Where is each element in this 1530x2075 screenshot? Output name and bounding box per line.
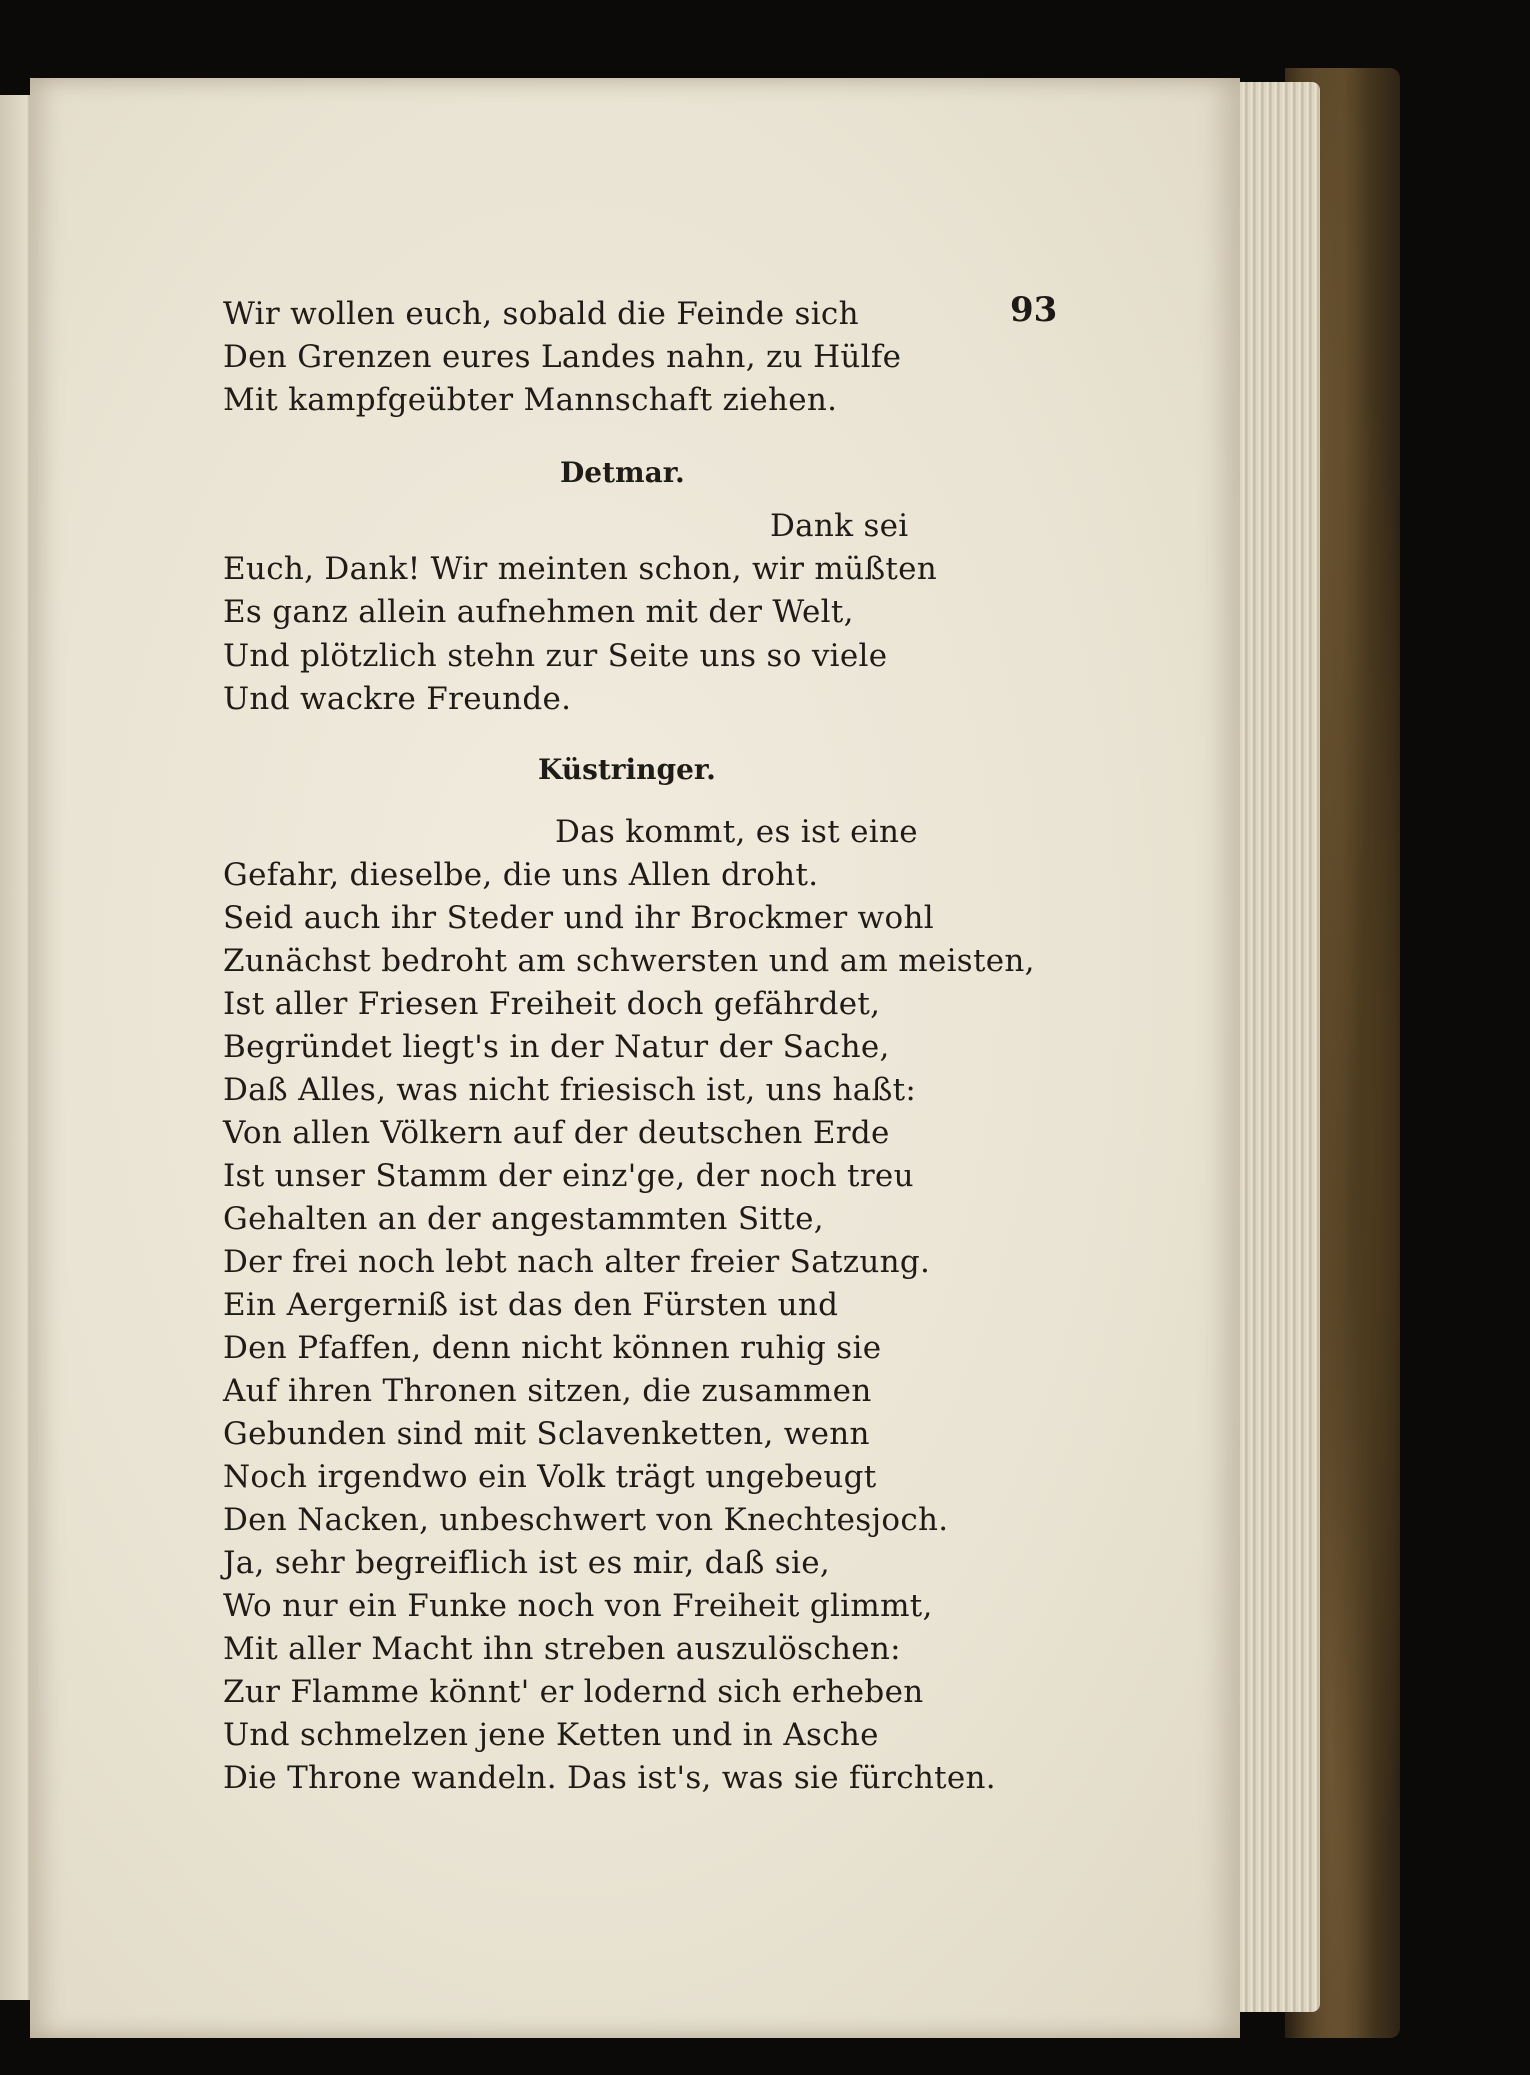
verse-line: Den Grenzen eures Landes nahn, zu Hülfe bbox=[223, 339, 902, 375]
page-number: 93 bbox=[1010, 290, 1058, 330]
speaker-kuestringer: Küstringer. bbox=[538, 753, 716, 786]
verse-line: Begründet liegt's in der Natur der Sache, bbox=[223, 1029, 890, 1065]
verse-line: Es ganz allein aufnehmen mit der Welt, bbox=[223, 594, 854, 630]
verse-line: Wo nur ein Funke noch von Freiheit glimmt, bbox=[223, 1588, 933, 1624]
book-page bbox=[30, 78, 1240, 2038]
verse-line: Wir wollen euch, sobald die Feinde sich bbox=[223, 296, 859, 332]
verse-line: Auf ihren Thronen sitzen, die zusammen bbox=[223, 1373, 872, 1409]
verse-line: Den Nacken, unbeschwert von Knechtesjoch. bbox=[223, 1502, 949, 1538]
verse-line: Das kommt, es ist eine bbox=[555, 814, 918, 850]
verse-line: Daß Alles, was nicht friesisch ist, uns haßt: bbox=[223, 1072, 917, 1108]
verse-line: Euch, Dank! Wir meinten schon, wir müßten bbox=[223, 551, 938, 587]
verse-line: Der frei noch lebt nach alter freier Satzung. bbox=[223, 1244, 931, 1280]
verse-line: Noch irgendwo ein Volk trägt ungebeugt bbox=[223, 1459, 877, 1495]
verse-line: Ein Aergerniß ist das den Fürsten und bbox=[223, 1287, 839, 1323]
verse-line: Von allen Völkern auf der deutschen Erde bbox=[223, 1115, 890, 1151]
verse-line: Ja, sehr begreiflich ist es mir, daß sie, bbox=[223, 1545, 830, 1581]
verse-line: Zunächst bedroht am schwersten und am meisten, bbox=[223, 943, 1035, 979]
verse-line: Mit kampfgeübter Mannschaft ziehen. bbox=[223, 382, 838, 418]
verse-line: Gefahr, dieselbe, die uns Allen droht. bbox=[223, 857, 819, 893]
verse-line: Den Pfaffen, denn nicht können ruhig sie bbox=[223, 1330, 882, 1366]
verse-line: Und plötzlich stehn zur Seite uns so viele bbox=[223, 638, 888, 674]
verse-line: Zur Flamme könnt' er lodernd sich erheben bbox=[223, 1674, 924, 1710]
verse-line: Ist unser Stamm der einz'ge, der noch treu bbox=[223, 1158, 914, 1194]
verse-line: Gebunden sind mit Sclavenketten, wenn bbox=[223, 1416, 870, 1452]
verse-line: Seid auch ihr Steder und ihr Brockmer wohl bbox=[223, 900, 934, 936]
verse-line: Und schmelzen jene Ketten und in Asche bbox=[223, 1717, 879, 1753]
verse-line: Und wackre Freunde. bbox=[223, 681, 572, 717]
speaker-detmar: Detmar. bbox=[560, 456, 685, 489]
verse-line: Ist aller Friesen Freiheit doch gefährdet, bbox=[223, 986, 881, 1022]
verse-line: Gehalten an der angestammten Sitte, bbox=[223, 1201, 824, 1237]
verse-line: Dank sei bbox=[770, 508, 909, 544]
verse-line: Die Throne wandeln. Das ist's, was sie fürchten. bbox=[223, 1760, 996, 1796]
verse-line: Mit aller Macht ihn streben auszulöschen: bbox=[223, 1631, 901, 1667]
